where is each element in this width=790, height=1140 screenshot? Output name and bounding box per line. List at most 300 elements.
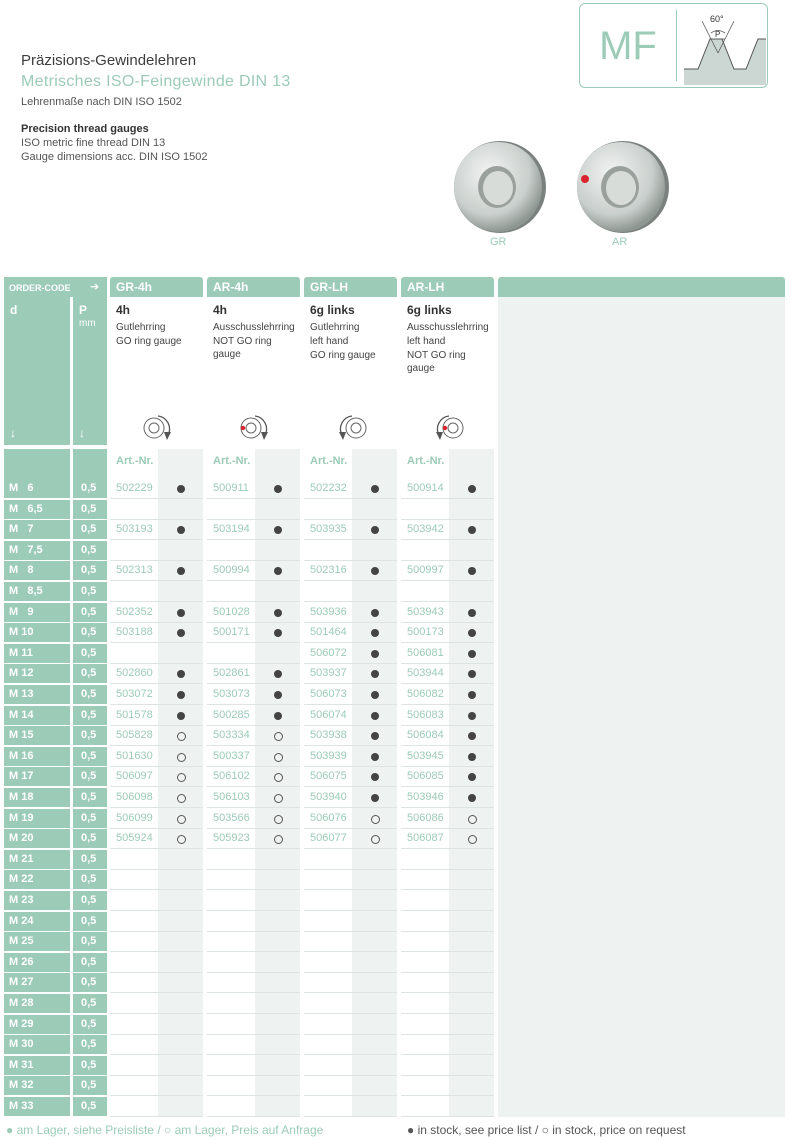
row-separator xyxy=(304,1116,397,1117)
pitch-value: 0,5 xyxy=(81,503,97,515)
row-separator xyxy=(304,972,397,973)
thread-size: M 17 xyxy=(9,770,34,782)
row-separator xyxy=(304,560,397,561)
title-en: Precision thread gauges xyxy=(21,123,149,135)
pitch-value: 0,5 xyxy=(81,523,97,535)
row-separator xyxy=(110,1013,203,1014)
row-separator xyxy=(401,539,494,540)
in-stock-price-list-icon xyxy=(274,629,282,637)
pitch-value: 0,5 xyxy=(81,770,97,782)
pitch-value: 0,5 xyxy=(81,750,97,762)
article-number: 505923 xyxy=(213,832,250,844)
article-number: 503935 xyxy=(310,523,347,535)
in-stock-price-request-icon xyxy=(177,732,186,741)
thread-size: M 30 xyxy=(9,1038,34,1050)
row-separator xyxy=(207,560,300,561)
thread-size: M 7 xyxy=(9,523,34,535)
in-stock-price-list-icon xyxy=(468,670,476,678)
article-number: 503334 xyxy=(213,729,250,741)
d-column-head xyxy=(4,297,70,445)
row-separator xyxy=(304,869,397,870)
row-separator xyxy=(110,1075,203,1076)
thread-profile-icon xyxy=(684,9,766,85)
article-number: 506085 xyxy=(407,770,444,782)
in-stock-price-request-icon xyxy=(274,732,283,741)
in-stock-price-list-icon xyxy=(468,712,476,720)
thread-size: M 28 xyxy=(9,997,34,1009)
tolerance-class: 6g links xyxy=(407,303,452,317)
thread-size: M 10 xyxy=(9,626,34,638)
tolerance-class: 6g links xyxy=(310,303,355,317)
pitch-value: 0,5 xyxy=(81,585,97,597)
header-filler xyxy=(498,277,785,297)
row-separator xyxy=(207,580,300,581)
row-separator xyxy=(110,683,203,684)
art-nr-label: Art.-Nr. xyxy=(407,455,445,467)
row-separator xyxy=(401,1013,494,1014)
in-stock-price-list-icon xyxy=(177,712,185,720)
article-number: 506083 xyxy=(407,709,444,721)
article-number: 501630 xyxy=(116,750,153,762)
row-separator xyxy=(110,828,203,829)
in-stock-price-list-icon xyxy=(468,485,476,493)
right-hand-rotation-icon xyxy=(233,411,277,445)
in-stock-price-request-icon xyxy=(177,815,186,824)
thread-size: M 8,5 xyxy=(9,585,43,597)
art-nr-label: Art.-Nr. xyxy=(116,455,154,467)
row-separator xyxy=(401,951,494,952)
pitch-value: 0,5 xyxy=(81,564,97,576)
column-header-ar-lh xyxy=(401,297,494,445)
row-separator xyxy=(304,498,397,499)
in-stock-price-list-icon xyxy=(371,794,379,802)
row-separator xyxy=(207,539,300,540)
article-number: 506077 xyxy=(310,832,347,844)
row-separator xyxy=(207,972,300,973)
article-number: 506098 xyxy=(116,791,153,803)
article-number: 503942 xyxy=(407,523,444,535)
row-separator xyxy=(304,642,397,643)
row-separator xyxy=(304,622,397,623)
row-separator xyxy=(110,889,203,890)
right-empty-area xyxy=(498,297,785,1117)
row-separator xyxy=(207,1095,300,1096)
row-separator xyxy=(207,931,300,932)
row-separator xyxy=(401,807,494,808)
article-number: 506097 xyxy=(116,770,153,782)
d-down-arrow-icon: ↓ xyxy=(10,426,16,440)
row-separator xyxy=(304,951,397,952)
subtitle-en: ISO metric fine thread DIN 13 xyxy=(21,137,166,149)
in-stock-price-list-icon xyxy=(274,567,282,575)
thread-size: M 24 xyxy=(9,915,34,927)
article-number: 506103 xyxy=(213,791,250,803)
row-separator xyxy=(401,1095,494,1096)
article-number: 502229 xyxy=(116,482,153,494)
row-separator xyxy=(401,580,494,581)
row-separator xyxy=(110,704,203,705)
article-number: 503193 xyxy=(116,523,153,535)
row-separator xyxy=(207,848,300,849)
row-separator xyxy=(401,889,494,890)
in-stock-price-request-icon xyxy=(274,794,283,803)
article-number: 506087 xyxy=(407,832,444,844)
article-number: 501464 xyxy=(310,626,347,638)
left-hand-rotation-icon xyxy=(427,411,471,445)
pitch-value: 0,5 xyxy=(81,1059,97,1071)
row-separator xyxy=(401,642,494,643)
row-separator xyxy=(110,910,203,911)
thread-size: M 26 xyxy=(9,956,34,968)
article-number: 503938 xyxy=(310,729,347,741)
row-separator xyxy=(401,601,494,602)
row-separator xyxy=(207,889,300,890)
row-separator xyxy=(110,601,203,602)
row-separator xyxy=(207,951,300,952)
pitch-value: 0,5 xyxy=(81,729,97,741)
row-separator xyxy=(110,807,203,808)
row-separator xyxy=(110,992,203,993)
article-number: 501028 xyxy=(213,606,250,618)
in-stock-price-request-icon xyxy=(274,773,283,782)
row-separator xyxy=(207,910,300,911)
article-number: 500994 xyxy=(213,564,250,576)
row-separator xyxy=(401,972,494,973)
article-number: 506086 xyxy=(407,812,444,824)
in-stock-price-list-icon xyxy=(468,629,476,637)
article-number: 502316 xyxy=(310,564,347,576)
row-separator xyxy=(207,622,300,623)
row-separator xyxy=(401,1075,494,1076)
row-separator xyxy=(401,869,494,870)
row-separator xyxy=(401,560,494,561)
row-separator xyxy=(207,869,300,870)
in-stock-price-list-icon xyxy=(274,691,282,699)
row-separator xyxy=(304,828,397,829)
in-stock-price-list-icon xyxy=(274,712,282,720)
column-code-label: AR-4h xyxy=(213,280,249,294)
row-separator xyxy=(304,663,397,664)
legend-en: ● in stock, see price list / ○ in stock, price on request xyxy=(407,1123,686,1137)
in-stock-price-request-icon xyxy=(274,753,283,762)
thread-size: M 6 xyxy=(9,482,34,494)
row-separator xyxy=(110,498,203,499)
in-stock-price-list-icon xyxy=(468,753,476,761)
badge-divider xyxy=(676,10,677,81)
article-number: 503194 xyxy=(213,523,250,535)
article-number: 505828 xyxy=(116,729,153,741)
row-separator xyxy=(110,539,203,540)
row-separator xyxy=(304,704,397,705)
row-separator xyxy=(207,498,300,499)
row-separator xyxy=(110,766,203,767)
pitch-value: 0,5 xyxy=(81,812,97,824)
row-separator xyxy=(304,931,397,932)
d-spacer xyxy=(4,449,70,479)
article-number: 503072 xyxy=(116,688,153,700)
pitch-value: 0,5 xyxy=(81,482,97,494)
in-stock-price-list-icon xyxy=(371,773,379,781)
row-separator xyxy=(401,745,494,746)
row-separator xyxy=(207,766,300,767)
pitch-value: 0,5 xyxy=(81,894,97,906)
article-number: 503937 xyxy=(310,667,347,679)
article-number: 506074 xyxy=(310,709,347,721)
in-stock-price-request-icon xyxy=(371,815,380,824)
in-stock-price-list-icon xyxy=(468,691,476,699)
pitch-value: 0,5 xyxy=(81,647,97,659)
column-description-line: Ausschusslehrring xyxy=(407,322,489,333)
column-description-line: NOT GO ring gauge xyxy=(213,336,272,360)
row-separator xyxy=(401,786,494,787)
in-stock-price-list-icon xyxy=(177,609,185,617)
pitch-value: 0,5 xyxy=(81,976,97,988)
row-separator xyxy=(207,642,300,643)
in-stock-price-list-icon xyxy=(468,526,476,534)
row-separator xyxy=(207,992,300,993)
pitch-value: 0,5 xyxy=(81,935,97,947)
article-number: 506072 xyxy=(310,647,347,659)
row-separator xyxy=(401,848,494,849)
thread-size: M 9 xyxy=(9,606,34,618)
row-separator xyxy=(401,663,494,664)
row-separator xyxy=(110,848,203,849)
row-separator xyxy=(207,601,300,602)
row-separator xyxy=(304,539,397,540)
row-separator xyxy=(207,683,300,684)
ar-label: AR xyxy=(612,236,628,248)
thread-size: M 12 xyxy=(9,667,34,679)
article-number: 501578 xyxy=(116,709,153,721)
row-separator xyxy=(207,1116,300,1117)
row-separator xyxy=(110,1034,203,1035)
pitch-value: 0,5 xyxy=(81,956,97,968)
row-separator xyxy=(304,766,397,767)
in-stock-price-list-icon xyxy=(468,732,476,740)
article-number: 506076 xyxy=(310,812,347,824)
thread-size: M 31 xyxy=(9,1059,34,1071)
article-number: 502352 xyxy=(116,606,153,618)
row-separator xyxy=(207,704,300,705)
in-stock-price-list-icon xyxy=(274,526,282,534)
thread-size: M 23 xyxy=(9,894,34,906)
row-separator xyxy=(401,828,494,829)
article-number: 503073 xyxy=(213,688,250,700)
pitch-value: 0,5 xyxy=(81,853,97,865)
row-separator xyxy=(110,560,203,561)
row-separator xyxy=(110,869,203,870)
pitch-value: 0,5 xyxy=(81,1100,97,1112)
in-stock-price-list-icon xyxy=(371,670,379,678)
left-hand-rotation-icon xyxy=(330,411,374,445)
row-separator xyxy=(401,498,494,499)
row-separator xyxy=(304,786,397,787)
row-separator xyxy=(401,992,494,993)
column-header-gr-4h xyxy=(110,297,203,445)
thread-code: MF xyxy=(599,24,657,68)
row-separator xyxy=(110,931,203,932)
row-separator xyxy=(304,1054,397,1055)
thread-size: M 13 xyxy=(9,688,34,700)
row-separator xyxy=(110,519,203,520)
in-stock-price-list-icon xyxy=(371,629,379,637)
in-stock-price-list-icon xyxy=(468,567,476,575)
in-stock-price-list-icon xyxy=(274,670,282,678)
pitch-value: 0,5 xyxy=(81,832,97,844)
dims-de: Lehrenmaße nach DIN ISO 1502 xyxy=(21,96,182,108)
row-separator xyxy=(110,972,203,973)
article-number: 502861 xyxy=(213,667,250,679)
row-separator xyxy=(207,725,300,726)
p-unit: mm xyxy=(79,318,96,329)
pitch-value: 0,5 xyxy=(81,667,97,679)
row-separator xyxy=(110,580,203,581)
thread-size: M 6,5 xyxy=(9,503,43,515)
row-separator xyxy=(304,519,397,520)
in-stock-price-request-icon xyxy=(177,773,186,782)
row-separator xyxy=(304,1034,397,1035)
thread-size: M 18 xyxy=(9,791,34,803)
in-stock-price-request-icon xyxy=(468,815,477,824)
article-number: 506082 xyxy=(407,688,444,700)
row-separator xyxy=(401,704,494,705)
article-number: 500337 xyxy=(213,750,250,762)
in-stock-price-request-icon xyxy=(177,794,186,803)
gr-label: GR xyxy=(490,236,507,248)
column-description-line: Ausschusslehrring xyxy=(213,322,295,333)
ar-ring-image xyxy=(573,137,669,237)
row-separator xyxy=(110,725,203,726)
in-stock-price-list-icon xyxy=(468,609,476,617)
in-stock-price-list-icon xyxy=(177,629,185,637)
in-stock-price-list-icon xyxy=(274,609,282,617)
thread-type-badge xyxy=(579,3,768,88)
dims-en: Gauge dimensions acc. DIN ISO 1502 xyxy=(21,151,208,163)
article-number: 506081 xyxy=(407,647,444,659)
thread-size: M 27 xyxy=(9,976,34,988)
row-separator xyxy=(110,786,203,787)
thread-size: M 20 xyxy=(9,832,34,844)
row-separator xyxy=(110,622,203,623)
row-separator xyxy=(110,642,203,643)
in-stock-price-list-icon xyxy=(371,753,379,761)
row-separator xyxy=(401,910,494,911)
article-number: 503945 xyxy=(407,750,444,762)
thread-size: M 29 xyxy=(9,1018,34,1030)
article-number: 503936 xyxy=(310,606,347,618)
pitch-value: 0,5 xyxy=(81,997,97,1009)
subtitle-de: Metrisches ISO-Feingewinde DIN 13 xyxy=(21,73,291,90)
thread-size: M 22 xyxy=(9,873,34,885)
pitch-value: 0,5 xyxy=(81,709,97,721)
row-separator xyxy=(110,1095,203,1096)
in-stock-price-request-icon xyxy=(177,835,186,844)
article-number: 503566 xyxy=(213,812,250,824)
column-code-label: GR-LH xyxy=(310,280,348,294)
in-stock-price-list-icon xyxy=(177,526,185,534)
article-number: 503943 xyxy=(407,606,444,618)
row-separator xyxy=(207,519,300,520)
article-number: 503188 xyxy=(116,626,153,638)
in-stock-price-list-icon xyxy=(371,526,379,534)
right-hand-rotation-icon xyxy=(136,411,180,445)
row-separator xyxy=(401,622,494,623)
row-separator xyxy=(304,683,397,684)
row-separator xyxy=(207,1075,300,1076)
column-header-ar-4h xyxy=(207,297,300,445)
in-stock-price-list-icon xyxy=(371,712,379,720)
tolerance-class: 4h xyxy=(116,303,131,317)
stock-column-shade xyxy=(158,449,203,1117)
art-nr-label: Art.-Nr. xyxy=(213,455,251,467)
article-number: 502860 xyxy=(116,667,153,679)
order-code-arrow-icon: ➔ xyxy=(90,281,100,293)
row-separator xyxy=(401,1034,494,1035)
pitch-value: 0,5 xyxy=(81,544,97,556)
in-stock-price-list-icon xyxy=(371,485,379,493)
article-number: 506073 xyxy=(310,688,347,700)
column-description-line: Gutlehrring xyxy=(116,322,166,333)
in-stock-price-list-icon xyxy=(274,485,282,493)
row-separator xyxy=(110,1116,203,1117)
row-separator xyxy=(304,889,397,890)
column-code-label: AR-LH xyxy=(407,280,445,294)
column-code-label: GR-4h xyxy=(116,280,152,294)
row-separator xyxy=(304,1075,397,1076)
in-stock-price-list-icon xyxy=(371,691,379,699)
article-number: 500285 xyxy=(213,709,250,721)
pitch-value: 0,5 xyxy=(81,688,97,700)
gr-ring-image xyxy=(450,137,546,237)
pitch-value: 0,5 xyxy=(81,606,97,618)
order-code-label: ORDER-CODE xyxy=(9,283,71,293)
thread-size: M 25 xyxy=(9,935,34,947)
thread-size: M 19 xyxy=(9,812,34,824)
column-description-line: Gutlehrring xyxy=(310,322,360,333)
in-stock-price-list-icon xyxy=(371,650,379,658)
in-stock-price-request-icon xyxy=(274,815,283,824)
red-mark-icon xyxy=(581,175,589,183)
in-stock-price-list-icon xyxy=(177,567,185,575)
thread-size: M 11 xyxy=(9,647,33,659)
row-separator xyxy=(401,766,494,767)
stock-column-shade xyxy=(255,449,300,1117)
in-stock-price-request-icon xyxy=(371,835,380,844)
article-number: 500171 xyxy=(213,626,250,638)
article-number: 502232 xyxy=(310,482,347,494)
article-number: 500914 xyxy=(407,482,444,494)
in-stock-price-list-icon xyxy=(177,670,185,678)
column-header-gr-lh xyxy=(304,297,397,445)
p-label: P xyxy=(79,303,88,317)
row-separator xyxy=(110,1054,203,1055)
row-separator xyxy=(304,725,397,726)
article-number: 502313 xyxy=(116,564,153,576)
row-separator xyxy=(401,519,494,520)
stock-column-shade xyxy=(449,449,494,1117)
row-separator xyxy=(304,992,397,993)
p-down-arrow-icon: ↓ xyxy=(79,426,85,440)
in-stock-price-list-icon xyxy=(177,691,185,699)
article-number: 503944 xyxy=(407,667,444,679)
pitch-value: 0,5 xyxy=(81,1018,97,1030)
pitch-value: 0,5 xyxy=(81,1038,97,1050)
article-number: 503939 xyxy=(310,750,347,762)
title-de: Präzisions-Gewindelehren xyxy=(21,52,197,69)
row-separator xyxy=(207,1034,300,1035)
article-number: 506102 xyxy=(213,770,250,782)
article-number: 500911 xyxy=(213,482,249,494)
